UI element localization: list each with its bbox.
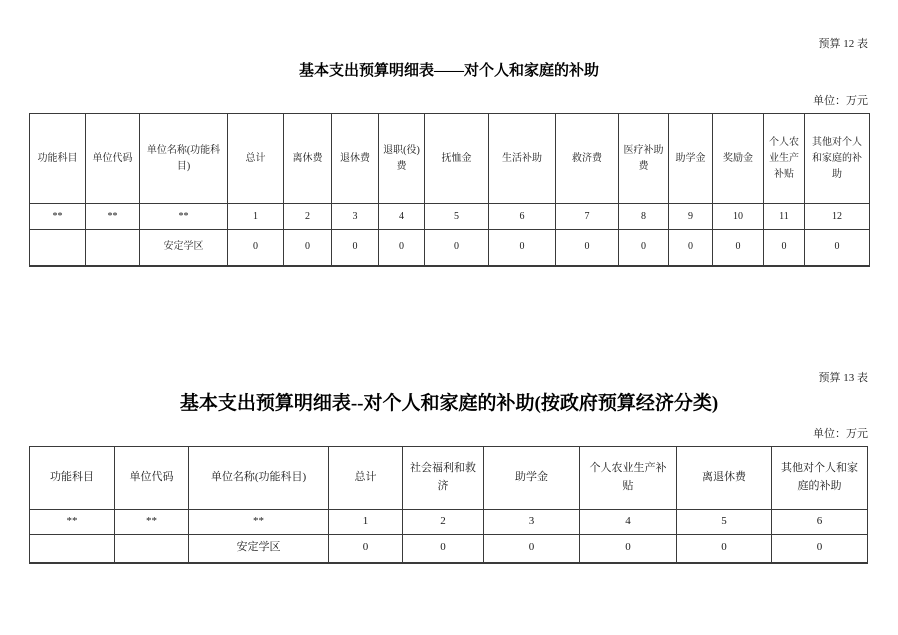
header-cell: 功能科目	[30, 447, 115, 510]
value-cell: 0	[580, 535, 677, 563]
header-cell: 生活补助	[489, 114, 556, 204]
header-cell: 功能科目	[30, 114, 86, 204]
index-cell: 7	[556, 204, 619, 230]
index-cell: 10	[713, 204, 764, 230]
index-cell: 5	[425, 204, 489, 230]
value-cell: 0	[484, 535, 580, 563]
header-cell: 救济费	[556, 114, 619, 204]
value-cell	[86, 230, 140, 266]
value-cell: 0	[425, 230, 489, 266]
subsidy-detail-table-by-economic-class	[29, 446, 868, 564]
index-cell: **	[140, 204, 228, 230]
unit-name-cell: 安定学区	[140, 230, 228, 266]
table13-unit-note: 单位：万元	[813, 428, 868, 440]
table-data-row	[30, 230, 870, 266]
table12-number-label: 预算 12 表	[818, 38, 868, 50]
index-cell: 5	[677, 510, 772, 535]
table-header-row	[30, 447, 868, 510]
index-cell: 6	[772, 510, 868, 535]
value-cell: 0	[379, 230, 425, 266]
index-cell: 12	[805, 204, 870, 230]
header-cell: 离休费	[284, 114, 332, 204]
subsidy-detail-table	[29, 113, 870, 267]
index-cell: 6	[489, 204, 556, 230]
index-cell: 9	[669, 204, 713, 230]
value-cell	[115, 535, 189, 563]
header-cell: 离退休费	[677, 447, 772, 510]
table-data-row	[30, 535, 868, 563]
value-cell: 0	[619, 230, 669, 266]
header-cell: 其他对个人和家庭的补助	[772, 447, 868, 510]
table12-title: 基本支出预算明细表——对个人和家庭的补助	[298, 63, 599, 79]
value-cell: 0	[284, 230, 332, 266]
header-cell: 医疗补助费	[619, 114, 669, 204]
index-cell: 11	[764, 204, 805, 230]
table13-title: 基本支出预算明细表--对个人和家庭的补助(按政府预算经济分类)	[179, 393, 719, 414]
table-header-row	[30, 114, 870, 204]
value-cell: 0	[332, 230, 379, 266]
index-cell: **	[115, 510, 189, 535]
index-cell: **	[30, 204, 86, 230]
header-cell: 社会福利和救济	[403, 447, 484, 510]
table12-unit-note: 单位：万元	[813, 95, 868, 107]
value-cell: 0	[669, 230, 713, 266]
header-cell: 总计	[329, 447, 403, 510]
table13-number-label: 预算 13 表	[818, 372, 868, 384]
header-cell: 总计	[228, 114, 284, 204]
index-cell: 2	[284, 204, 332, 230]
index-cell: 4	[379, 204, 425, 230]
index-cell: 1	[329, 510, 403, 535]
index-cell: 2	[403, 510, 484, 535]
header-cell: 退职(役)费	[379, 114, 425, 204]
value-cell: 0	[228, 230, 284, 266]
column-index-row	[30, 204, 870, 230]
header-cell: 助学金	[484, 447, 580, 510]
header-cell: 退休费	[332, 114, 379, 204]
value-cell: 0	[772, 535, 868, 563]
column-index-row	[30, 510, 868, 535]
header-cell: 单位名称(功能科目)	[189, 447, 329, 510]
value-cell: 0	[403, 535, 484, 563]
unit-name-cell: 安定学区	[189, 535, 329, 563]
index-cell: 4	[580, 510, 677, 535]
value-cell: 0	[677, 535, 772, 563]
header-cell: 个人农业生产补贴	[580, 447, 677, 510]
index-cell: 3	[332, 204, 379, 230]
header-cell: 抚恤金	[425, 114, 489, 204]
value-cell: 0	[713, 230, 764, 266]
header-cell: 单位代码	[86, 114, 140, 204]
value-cell	[30, 230, 86, 266]
index-cell: 1	[228, 204, 284, 230]
value-cell: 0	[329, 535, 403, 563]
value-cell: 0	[489, 230, 556, 266]
header-cell: 单位代码	[115, 447, 189, 510]
value-cell	[30, 535, 115, 563]
value-cell: 0	[764, 230, 805, 266]
header-cell: 单位名称(功能科目)	[140, 114, 228, 204]
header-cell: 个人农业生产补贴	[764, 114, 805, 204]
header-cell: 助学金	[669, 114, 713, 204]
value-cell: 0	[805, 230, 870, 266]
index-cell: **	[189, 510, 329, 535]
value-cell: 0	[556, 230, 619, 266]
header-cell: 其他对个人和家庭的补助	[805, 114, 870, 204]
index-cell: 8	[619, 204, 669, 230]
header-cell: 奖励金	[713, 114, 764, 204]
index-cell: 3	[484, 510, 580, 535]
index-cell: **	[86, 204, 140, 230]
index-cell: **	[30, 510, 115, 535]
